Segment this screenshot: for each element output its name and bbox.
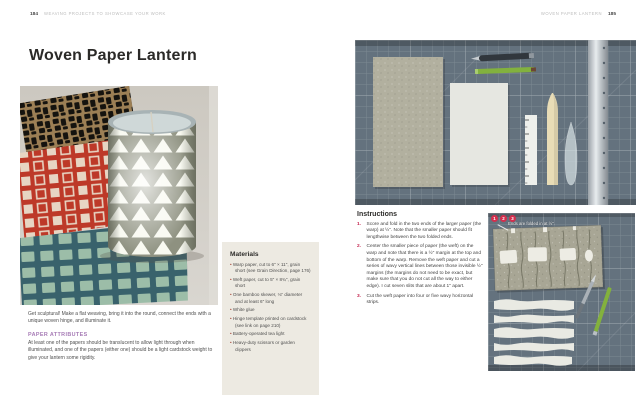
tools-photo-art bbox=[355, 40, 636, 205]
step-badge: 1 bbox=[491, 215, 498, 222]
running-head-left-text: WEAVING PROJECTS TO SHOWCASE YOUR WORK bbox=[44, 11, 166, 16]
materials-item: • Warp paper, cut to 6" × 11", grain short (see Grain Direction, page 176) bbox=[230, 262, 311, 275]
page-title: Woven Paper Lantern bbox=[29, 46, 197, 64]
tools-photo bbox=[355, 40, 636, 205]
steps-photo bbox=[488, 213, 635, 371]
step-number: 2. bbox=[357, 244, 362, 250]
photo-caption: Ends are folded in at ½". bbox=[508, 221, 555, 226]
warp-paper bbox=[373, 57, 443, 187]
materials-item: • White glue bbox=[230, 307, 311, 313]
weft-paper bbox=[450, 83, 508, 185]
instruction-step bbox=[357, 244, 485, 290]
materials-box bbox=[222, 242, 319, 395]
slit-warp-paper bbox=[493, 225, 605, 293]
materials-list bbox=[230, 262, 311, 353]
bone-folder bbox=[547, 93, 558, 185]
materials-item: • One bamboo skewer, ⅛" diameter and at least 6" long bbox=[230, 292, 311, 305]
step-number: 1. bbox=[357, 221, 362, 227]
intro-text: Get sculptural! Make a flat weaving, bring it into the round, connect the ends with a unique woven hinge, and illuminate it. bbox=[28, 311, 211, 325]
running-head-right-text: WOVEN PAPER LANTERN bbox=[540, 11, 602, 16]
step-badge: 2 bbox=[500, 215, 507, 222]
intro-column bbox=[28, 311, 217, 362]
instructions-section bbox=[357, 211, 485, 310]
metal-ruler bbox=[588, 40, 608, 205]
materials-heading: Materials bbox=[230, 251, 259, 258]
step-text: Score and fold in the two ends of the larger paper (the warp) at ½". Note that the smaller paper should fit lengthwise between the two folded ends. bbox=[366, 221, 482, 240]
materials-item: • Heavy-duty scissors or garden clippers bbox=[230, 340, 311, 353]
woven-lantern bbox=[108, 110, 196, 257]
instruction-step bbox=[357, 222, 485, 242]
page-number-right: 185 bbox=[607, 12, 616, 17]
lantern-photo bbox=[20, 86, 218, 305]
small-ruler bbox=[525, 115, 537, 185]
step-text: Center the smaller piece of paper (the weft) on the warp and note that there is a ½" margin at the top and bottom of the warp. Remove the weft paper and cut a series of wavy vertical lines between those invisible ½" margins (the margins do not need to be exact, but make sure that you do not cut all the way to either edge). I cut seven slits that are about 1" apart. bbox=[366, 244, 483, 289]
materials-item: • Battery-operated tea light bbox=[230, 331, 311, 337]
step-text: Cut the weft paper into four or five wavy horizontal strips. bbox=[366, 293, 474, 306]
running-head-right bbox=[541, 11, 616, 17]
paper-attributes-heading: PAPER ATTRIBUTES bbox=[28, 331, 88, 338]
step-number: 3. bbox=[357, 293, 362, 299]
instructions-heading: Instructions bbox=[357, 211, 398, 218]
steps-photo-art bbox=[488, 213, 635, 371]
instruction-step bbox=[357, 294, 485, 307]
step-badge: 3 bbox=[509, 215, 516, 222]
running-head-left bbox=[30, 11, 166, 17]
materials-item: • Weft paper, cut to 5" × 8¾", grain short bbox=[230, 277, 311, 290]
page-number-left: 184 bbox=[30, 12, 39, 17]
materials-item: • Hinge template printed on cardstock (see link on page 210) bbox=[230, 316, 311, 329]
lantern-photo-art bbox=[20, 86, 218, 305]
paper-attributes-body: At least one of the papers should be translucent to allow light through when illuminated, and one of the papers (either one) should be a light cardstock weight to give your lantern some rigidity. bbox=[28, 340, 213, 361]
